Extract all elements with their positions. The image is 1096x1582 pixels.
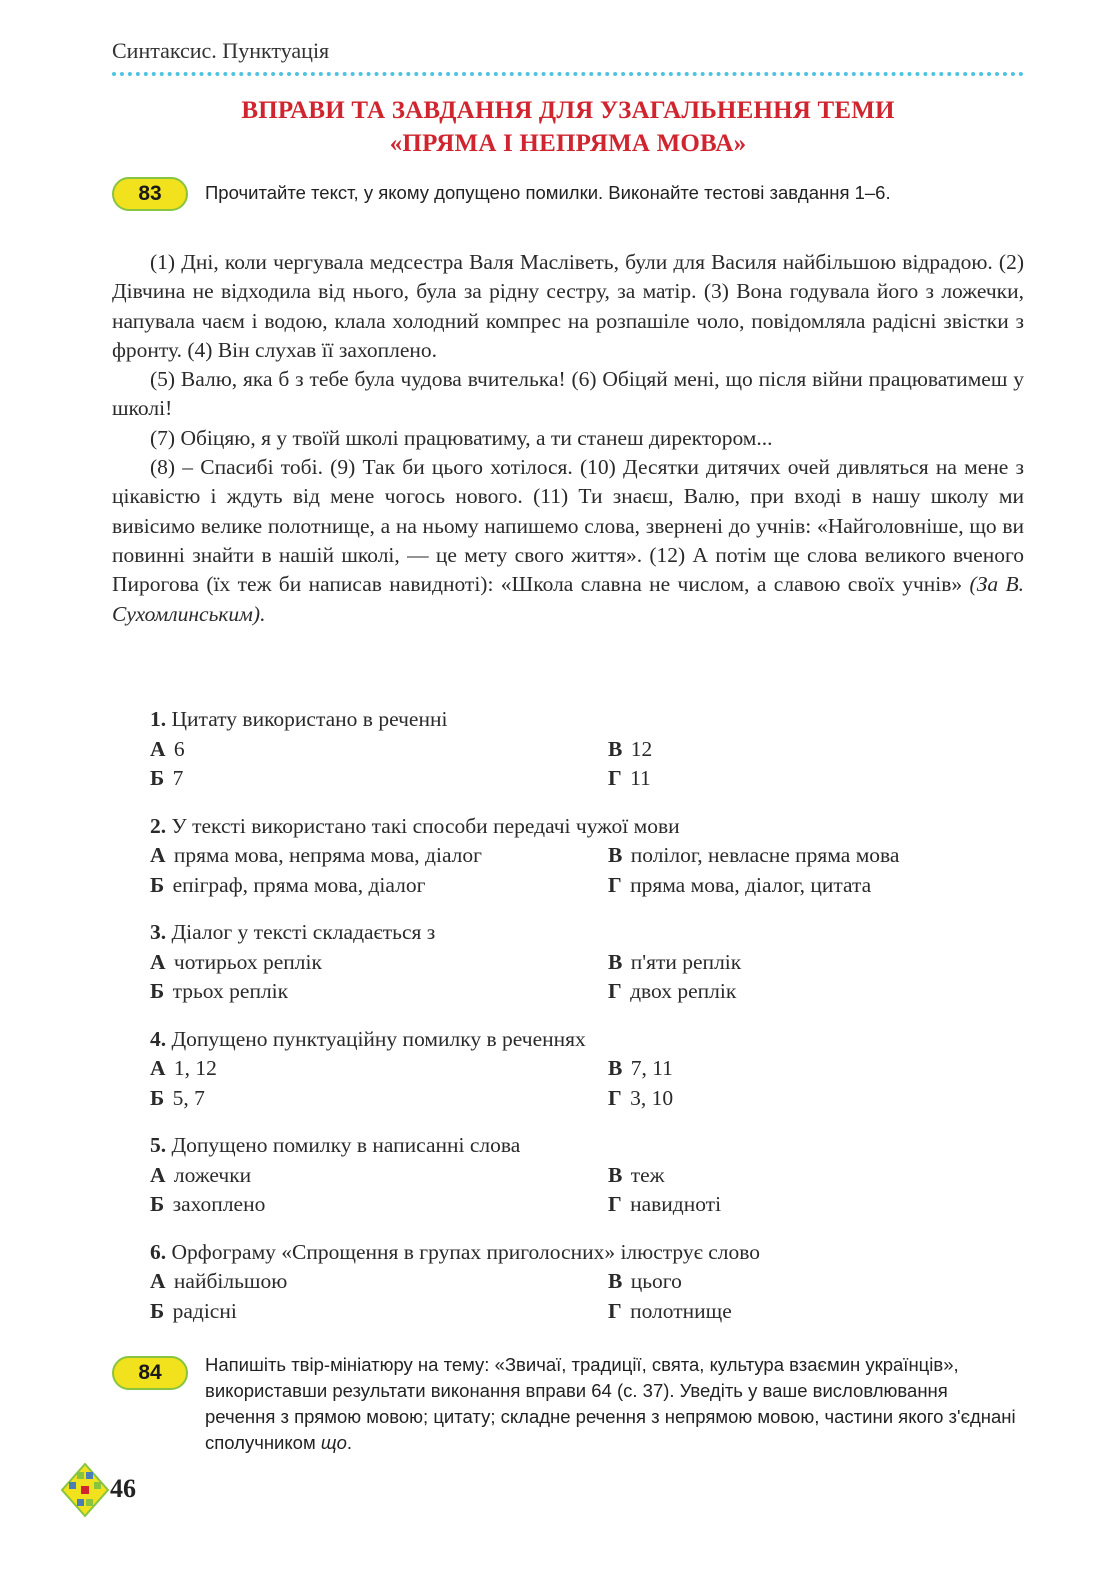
header-dotted-rule bbox=[112, 72, 1024, 76]
answer-letter: Г bbox=[608, 1298, 622, 1323]
answer-value: епіграф, пряма мова, діалог bbox=[172, 872, 426, 897]
answer-value: 12 bbox=[630, 736, 653, 761]
question-1 bbox=[150, 705, 1024, 794]
answer-value: полотнище bbox=[630, 1298, 732, 1323]
answer-option bbox=[608, 764, 1024, 794]
answer-option bbox=[608, 1267, 1024, 1297]
answer-value: пряма мова, непряма мова, діалог bbox=[173, 843, 482, 867]
answer-option bbox=[150, 841, 608, 871]
exercise-84-badge: 84 bbox=[112, 1356, 188, 1390]
answer-option bbox=[150, 871, 608, 901]
question-text: Цитату використано в реченні bbox=[171, 707, 448, 731]
question-4 bbox=[150, 1025, 1024, 1114]
question-title bbox=[150, 705, 1024, 735]
answer-value: пряма мова, діалог, цитата bbox=[630, 872, 872, 897]
question-2 bbox=[150, 812, 1024, 901]
question-title bbox=[150, 1131, 1024, 1161]
answer-option bbox=[608, 1084, 1024, 1114]
answer-option bbox=[608, 948, 1024, 978]
answer-value: цього bbox=[630, 1269, 682, 1293]
answer-option bbox=[150, 1297, 608, 1327]
text-paragraph-4-body: (8) – Спасибі тобі. (9) Так би цього хотілося. (10) Десятки дитячих очей дивляться на мене з цікавістю і ждуть від мене чогось нового. (11) Ти знаєш, Валю, при вході в нашу школу ми вивісимо велике полотнище, а на ньому напишемо слова, звернені до учнів: «Найголовніше, що ви повинні знайти в нашій школі, — це мету свого життя». (12) А потім ще слова великого вченого Пирогова (їх теж би написав навидноті): «Школа славна не числом, а славою своїх учнів» bbox=[112, 455, 1024, 597]
section-title-line-2: «ПРЯМА І НЕПРЯМА МОВА» bbox=[389, 130, 747, 157]
answer-option bbox=[150, 764, 608, 794]
answer-letter: В bbox=[608, 1056, 623, 1080]
answer-option bbox=[150, 1161, 608, 1191]
exercise-83-instruction: Прочитайте текст, у якому допущено помилки. Виконайте тестові завдання 1–6. bbox=[205, 182, 891, 203]
question-text: Діалог у тексті складається з bbox=[171, 920, 436, 944]
exercise-83-badge: 83 bbox=[112, 177, 188, 211]
answer-letter: В bbox=[608, 1162, 623, 1187]
answer-options bbox=[150, 1161, 1024, 1220]
answer-option bbox=[608, 871, 1024, 901]
answer-option bbox=[608, 977, 1024, 1007]
answer-letter: Б bbox=[150, 1085, 165, 1110]
answer-option bbox=[150, 977, 608, 1007]
answer-value: 1, 12 bbox=[173, 1056, 217, 1080]
exercise-84-instruction bbox=[205, 1352, 1023, 1456]
text-paragraph-1: (1) Дні, коли чергувала медсестра Валя Масліветь, були для Василя найбільшою відрадою. (2) Дівчина не відходила від нього, була за рідну сестру, за матір. (3) Вона годувала його з ложечки, напувала чаєм і водою, клала холодний компрес на розпашіле чоло, повідомляла радісні звістки з фронту. (4) Він слухав її захоплено. bbox=[112, 250, 1024, 362]
answer-value: 7 bbox=[172, 766, 184, 790]
answer-option bbox=[150, 1084, 608, 1114]
answer-options bbox=[150, 841, 1024, 900]
answer-option bbox=[608, 1297, 1024, 1327]
answer-option bbox=[608, 1161, 1024, 1191]
exercise-84-end: . bbox=[346, 1432, 353, 1453]
answer-letter: В bbox=[608, 1269, 623, 1293]
text-paragraph-4 bbox=[112, 453, 1024, 629]
text-paragraph-3: (7) Обіцяю, я у твоїй школі працюватиму, а ти станеш директором... bbox=[150, 425, 773, 450]
answer-letter: В bbox=[608, 736, 623, 761]
answer-value: чотирьох реплік bbox=[173, 949, 322, 974]
answer-letter: А bbox=[150, 1269, 166, 1293]
answer-value: 3, 10 bbox=[630, 1085, 674, 1110]
question-number: 2. bbox=[150, 813, 167, 838]
answer-value: 7, 11 bbox=[630, 1056, 673, 1080]
answer-value: радісні bbox=[172, 1298, 237, 1323]
question-title bbox=[150, 918, 1024, 948]
exercise-84-instruction-text: Напишіть твір-мініатюру на тему: «Звичаї, традиції, свята, культура взаємин українців», використавши результати виконання вправи 64 (с. 37). Уведіть у ваше висловлювання речення з прямою мовою; цитату; складне речення з непрямою мовою, частини якого з'єднані сполучником bbox=[205, 1354, 1016, 1453]
answer-options bbox=[150, 735, 1024, 794]
running-header: Синтаксис. Пунктуація bbox=[112, 38, 330, 63]
answer-letter: Г bbox=[608, 872, 622, 897]
answer-letter: А bbox=[150, 843, 166, 867]
exercise-84-conjunction: що bbox=[320, 1432, 347, 1453]
answer-option bbox=[150, 735, 608, 765]
reading-text bbox=[112, 248, 1024, 629]
answer-option bbox=[150, 1054, 608, 1084]
question-text: У тексті використано такі способи передачі чужої мови bbox=[171, 813, 680, 838]
question-title bbox=[150, 812, 1024, 842]
section-title-line-1: ВПРАВИ ТА ЗАВДАННЯ ДЛЯ УЗАГАЛЬНЕННЯ ТЕМИ bbox=[241, 97, 895, 124]
question-title bbox=[150, 1025, 1024, 1055]
page-number: 46 bbox=[110, 1474, 136, 1503]
answer-value: 6 bbox=[173, 736, 185, 761]
question-number: 5. bbox=[150, 1133, 167, 1157]
answer-value: двох реплік bbox=[630, 979, 737, 1003]
answer-option bbox=[608, 735, 1024, 765]
question-number: 3. bbox=[150, 920, 167, 944]
answer-option bbox=[608, 1190, 1024, 1220]
answer-value: п'яти реплік bbox=[630, 949, 742, 974]
answer-value: трьох реплік bbox=[172, 979, 289, 1003]
answer-option bbox=[150, 948, 608, 978]
test-questions bbox=[150, 705, 1024, 1344]
answer-letter: В bbox=[608, 843, 623, 867]
answer-letter: Б bbox=[150, 872, 165, 897]
answer-value: 11 bbox=[630, 766, 651, 790]
question-3 bbox=[150, 918, 1024, 1007]
answer-option bbox=[608, 1054, 1024, 1084]
question-6 bbox=[150, 1238, 1024, 1327]
answer-letter: А bbox=[150, 949, 166, 974]
question-text: Орфограму «Спрощення в групах приголосних» ілюструє слово bbox=[171, 1239, 761, 1264]
question-text: Допущено помилку в написанні слова bbox=[171, 1133, 521, 1157]
answer-value: 5, 7 bbox=[172, 1085, 205, 1110]
answer-value: ложечки bbox=[173, 1162, 252, 1187]
answer-option bbox=[608, 841, 1024, 871]
section-title bbox=[112, 94, 1024, 160]
answer-letter: А bbox=[150, 1162, 166, 1187]
answer-options bbox=[150, 1054, 1024, 1113]
answer-options bbox=[150, 948, 1024, 1007]
question-number: 4. bbox=[150, 1026, 167, 1051]
answer-letter: Г bbox=[608, 1192, 622, 1216]
question-number: 6. bbox=[150, 1239, 167, 1264]
text-source: (За В. Сухомлинським). bbox=[112, 572, 1024, 626]
text-paragraph-2: (5) Валю, яка б з тебе була чудова вчителька! (6) Обіцяй мені, що після війни працюватимеш у школі! bbox=[112, 367, 1024, 421]
question-number: 1. bbox=[150, 707, 167, 731]
question-text: Допущено пунктуаційну помилку в реченнях bbox=[171, 1026, 586, 1051]
answer-letter: Г bbox=[608, 766, 622, 790]
question-5 bbox=[150, 1131, 1024, 1220]
answer-value: найбільшою bbox=[173, 1269, 288, 1293]
answer-letter: Б bbox=[150, 1298, 165, 1323]
page-ornament-icon bbox=[60, 1462, 110, 1518]
answer-option bbox=[150, 1267, 608, 1297]
question-title bbox=[150, 1238, 1024, 1268]
answer-letter: Б bbox=[150, 979, 165, 1003]
answer-letter: Б bbox=[150, 766, 165, 790]
answer-value: захоплено bbox=[172, 1192, 266, 1216]
answer-letter: Г bbox=[608, 1085, 622, 1110]
answer-options bbox=[150, 1267, 1024, 1326]
answer-letter: В bbox=[608, 949, 623, 974]
answer-letter: Г bbox=[608, 979, 622, 1003]
answer-value: теж bbox=[630, 1162, 665, 1187]
answer-value: навидноті bbox=[630, 1192, 722, 1216]
answer-letter: А bbox=[150, 736, 166, 761]
answer-letter: А bbox=[150, 1056, 166, 1080]
answer-value: полілог, невласне пряма мова bbox=[630, 843, 900, 867]
answer-option bbox=[150, 1190, 608, 1220]
answer-letter: Б bbox=[150, 1192, 165, 1216]
